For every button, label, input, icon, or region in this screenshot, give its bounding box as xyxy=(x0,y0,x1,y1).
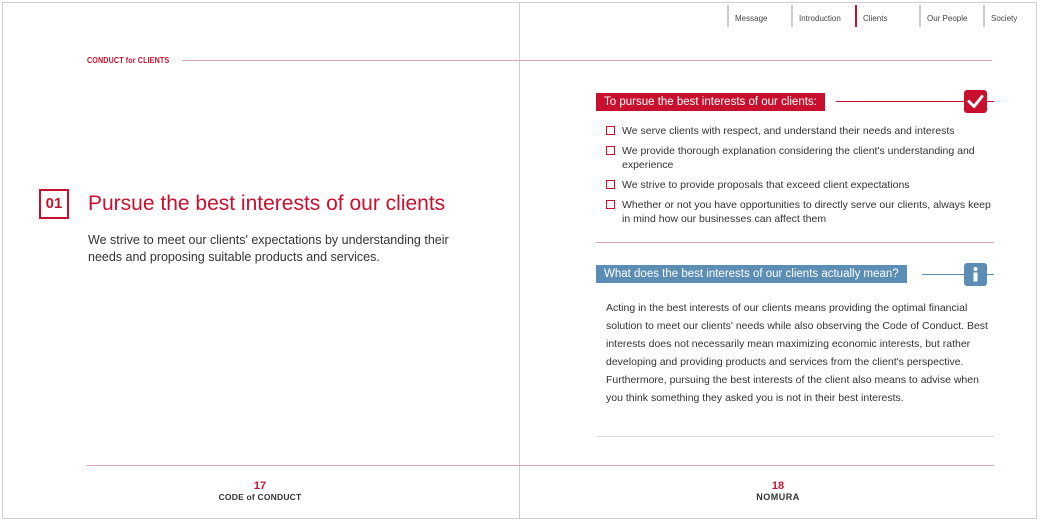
question-banner: What does the best interests of our clients actually mean? xyxy=(596,265,907,283)
footer-rule xyxy=(87,465,994,466)
list-item-text: We provide thorough explanation considering the client's understanding and experience xyxy=(622,145,975,171)
divider xyxy=(596,436,994,437)
explanation-paragraph: Furthermore, pursuing the best interests of the client also means to advise when you think something they asked you is not in their best interests. xyxy=(606,374,979,404)
list-item xyxy=(606,144,991,172)
list-item-text: We strive to provide proposals that exceed client expectations xyxy=(622,179,910,191)
tab-label: Our People xyxy=(927,14,968,23)
checkbox-square-icon xyxy=(606,126,615,135)
list-item xyxy=(606,178,991,192)
intro-text: We strive to meet our clients' expectations by understanding their needs and proposing suitable products and services. xyxy=(88,233,449,264)
page-spine xyxy=(519,2,520,519)
list-item-text: Whether or not you have opportunities to directly serve our clients, always keep in mind how our businesses can affect them xyxy=(622,199,991,225)
page-number-right: 18 xyxy=(771,480,785,492)
footer-title: CODE of CONDUCT xyxy=(218,492,302,502)
check-icon-glyph xyxy=(964,90,987,113)
checklist xyxy=(606,124,991,232)
section-label-bold: CLIENTS xyxy=(137,55,170,65)
section-label-prefix: CONDUCT for xyxy=(87,55,138,65)
check-icon xyxy=(964,90,987,113)
pursue-banner: To pursue the best interests of our clients: xyxy=(596,93,825,111)
explanation-paragraph: Acting in the best interests of our clients means providing the optimal financial solution to meet our clients' needs while also observing the Code of Conduct. Best interests does not necessarily mean maximizing economic interests, but rather developing and providing products and services from the client's perspective. xyxy=(606,302,988,368)
section-number: 01 xyxy=(39,189,69,219)
tab-introduction[interactable] xyxy=(791,5,853,27)
explanation-text xyxy=(606,299,991,407)
list-item xyxy=(606,198,991,226)
section-rule xyxy=(182,60,992,61)
checkbox-square-icon xyxy=(606,180,615,189)
tab-society[interactable] xyxy=(983,5,1033,27)
page-number-left: 17 xyxy=(253,480,267,492)
page-title: Pursue the best interests of our clients xyxy=(88,192,446,215)
tab-label: Introduction xyxy=(799,14,841,23)
info-icon-glyph xyxy=(964,263,987,286)
tab-our-people[interactable] xyxy=(919,5,981,27)
divider xyxy=(596,242,994,243)
checkbox-square-icon xyxy=(606,146,615,155)
list-item-text: We serve clients with respect, and understand their needs and interests xyxy=(622,125,955,137)
checkbox-square-icon xyxy=(606,200,615,209)
tab-label: Clients xyxy=(863,14,888,23)
tab-label: Message xyxy=(735,14,768,23)
tab-message[interactable] xyxy=(727,5,789,27)
tab-label: Society xyxy=(991,14,1018,23)
info-icon xyxy=(964,263,987,286)
section-label xyxy=(87,55,169,65)
tab-clients[interactable] xyxy=(855,5,917,27)
nomura-logo: NOMURA xyxy=(756,492,800,502)
list-item xyxy=(606,124,991,138)
